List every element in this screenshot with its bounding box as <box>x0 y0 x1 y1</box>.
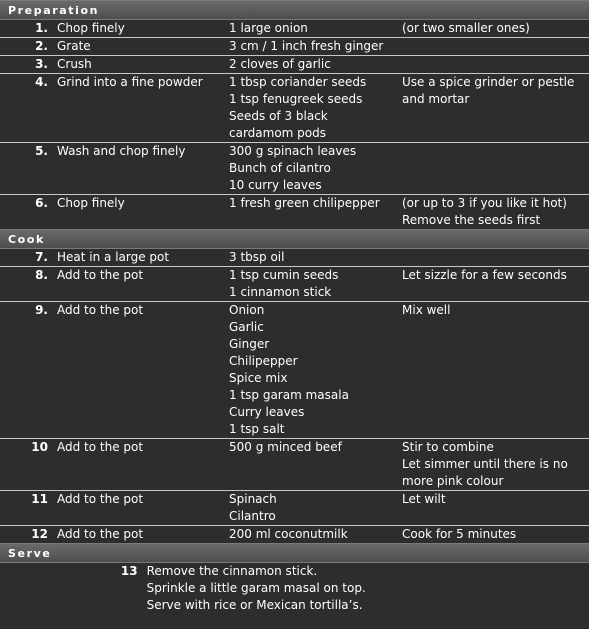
step-row <box>0 491 589 526</box>
step-ingredients <box>229 526 402 544</box>
step-number: 4. <box>35 75 48 89</box>
step-ingredients <box>229 20 402 38</box>
step-row <box>0 56 589 74</box>
step-ingredients <box>229 74 402 143</box>
step-action-line: Grind into a fine powder <box>57 75 203 89</box>
step-ingredients-line: Garlic <box>229 320 264 334</box>
step-notes <box>402 143 589 195</box>
step-notes-line: Remove the seeds first <box>402 213 541 227</box>
step-ingredients-line: Spice mix <box>229 371 288 385</box>
step-row <box>0 74 589 143</box>
step-ingredients-line: 1 tsp salt <box>229 422 285 436</box>
steps-table-preparation <box>0 20 589 229</box>
step-notes <box>402 439 589 491</box>
step-notes-line: Stir to combine <box>402 440 494 454</box>
step-ingredients-line: Seeds of 3 black <box>229 109 328 123</box>
step-notes <box>402 249 589 267</box>
step-number: 7. <box>35 250 48 264</box>
step-number: 12 <box>31 527 48 541</box>
step-ingredients-line: 1 tsp garam masala <box>229 388 349 402</box>
step-action-line: Crush <box>57 57 92 71</box>
step-action <box>57 491 229 526</box>
step-notes-line: Cook for 5 minutes <box>402 527 517 541</box>
step-notes <box>402 302 589 439</box>
step-action <box>57 56 229 74</box>
step-ingredients-line: 10 curry leaves <box>229 178 322 192</box>
step-notes-line: more pink colour <box>402 474 504 488</box>
step-ingredients-line: cardamom pods <box>229 126 327 140</box>
step-notes <box>402 526 589 544</box>
step-ingredients-line: 1 fresh green chilipepper <box>229 196 380 210</box>
step-action-line: Chop finely <box>57 21 125 35</box>
step-ingredients-line: Spinach <box>229 492 277 506</box>
step-ingredients-line: 1 tbsp coriander seeds <box>229 75 367 89</box>
step-ingredients-line: Curry leaves <box>229 405 305 419</box>
section-header-serve: Serve <box>0 543 589 563</box>
step-notes <box>402 20 589 38</box>
step-row <box>0 302 589 439</box>
step-action-line: Heat in a large pot <box>57 250 170 264</box>
step-notes-line: (or up to 3 if you like it hot) <box>402 196 567 210</box>
step-notes <box>402 491 589 526</box>
step-row <box>0 267 589 302</box>
step-number: 11 <box>31 492 48 506</box>
step-row <box>0 195 589 230</box>
step-action-line: Chop finely <box>57 196 125 210</box>
step-action <box>57 74 229 143</box>
step-notes <box>402 195 589 230</box>
step-number: 6. <box>35 196 48 210</box>
step-ingredients-line: 1 cinnamon stick <box>229 285 332 299</box>
step-action <box>147 563 589 614</box>
step-ingredients-line: Ginger <box>229 337 270 351</box>
step-notes-line: Let sizzle for a few seconds <box>402 268 567 282</box>
step-ingredients <box>229 267 402 302</box>
step-action-line: Serve with rice or Mexican tortilla’s. <box>146 598 363 612</box>
step-action <box>57 439 229 491</box>
step-number: 5. <box>35 144 48 158</box>
step-notes-line: Mix well <box>402 303 451 317</box>
step-notes-line: Let simmer until there is no <box>402 457 568 471</box>
step-ingredients <box>229 195 402 230</box>
step-ingredients-line: 3 cm / 1 inch fresh ginger <box>229 39 384 53</box>
step-ingredients-line: Chilipepper <box>229 354 298 368</box>
step-action-line: Grate <box>57 39 91 53</box>
step-row <box>0 38 589 56</box>
step-number: 3. <box>35 57 48 71</box>
step-notes <box>402 267 589 302</box>
step-notes <box>402 56 589 74</box>
step-ingredients-line: 300 g spinach leaves <box>229 144 357 158</box>
step-row <box>0 439 589 491</box>
step-ingredients-line: Bunch of cilantro <box>229 161 331 175</box>
step-notes-line: (or two smaller ones) <box>402 21 530 35</box>
step-row <box>0 563 589 614</box>
step-notes <box>402 38 589 56</box>
step-number: 9. <box>35 303 48 317</box>
step-notes-line: and mortar <box>402 92 470 106</box>
step-action <box>57 526 229 544</box>
step-row <box>0 249 589 267</box>
step-ingredients-line: 1 tsp cumin seeds <box>229 268 339 282</box>
step-action-line: Add to the pot <box>57 303 144 317</box>
step-ingredients-line: Cilantro <box>229 509 276 523</box>
step-action-line: Sprinkle a little garam masal on top. <box>146 581 366 595</box>
step-action <box>57 302 229 439</box>
step-ingredients <box>229 143 402 195</box>
step-action-line: Add to the pot <box>57 268 144 282</box>
step-action-line: Add to the pot <box>57 440 144 454</box>
step-ingredients-line: Onion <box>229 303 265 317</box>
step-action <box>57 267 229 302</box>
step-ingredients <box>229 56 402 74</box>
step-action-line: Remove the cinnamon stick. <box>146 564 318 578</box>
step-number: 13 <box>120 564 138 578</box>
section-header-preparation: Preparation <box>0 0 589 20</box>
steps-table-cook <box>0 249 589 543</box>
step-ingredients-line: 1 large onion <box>229 21 308 35</box>
step-ingredients-line: 200 ml coconutmilk <box>229 527 348 541</box>
step-ingredients-line: 3 tbsp oil <box>229 250 285 264</box>
steps-table-serve <box>0 563 589 614</box>
step-action-line: Add to the pot <box>57 492 144 506</box>
section-header-cook: Cook <box>0 229 589 249</box>
step-action <box>57 249 229 267</box>
step-action-line: Add to the pot <box>57 527 144 541</box>
step-number: 8. <box>35 268 48 282</box>
step-ingredients-line: 1 tsp fenugreek seeds <box>229 92 363 106</box>
step-number: 1. <box>35 21 48 35</box>
step-ingredients <box>229 302 402 439</box>
step-number: 10 <box>31 440 48 454</box>
step-row <box>0 526 589 544</box>
step-notes <box>402 74 589 143</box>
step-notes-line: Let wilt <box>402 492 446 506</box>
step-action <box>57 195 229 230</box>
step-ingredients <box>229 38 402 56</box>
step-action-line: Wash and chop finely <box>57 144 186 158</box>
step-row <box>0 143 589 195</box>
step-action <box>57 38 229 56</box>
step-number: 2. <box>35 39 48 53</box>
step-ingredients <box>229 491 402 526</box>
step-ingredients <box>229 439 402 491</box>
step-action <box>57 143 229 195</box>
step-action <box>57 20 229 38</box>
step-ingredients-line: 500 g minced beef <box>229 440 342 454</box>
step-row <box>0 20 589 38</box>
step-ingredients-line: 2 cloves of garlic <box>229 57 331 71</box>
step-ingredients <box>229 249 402 267</box>
step-notes-line: Use a spice grinder or pestle <box>402 75 575 89</box>
